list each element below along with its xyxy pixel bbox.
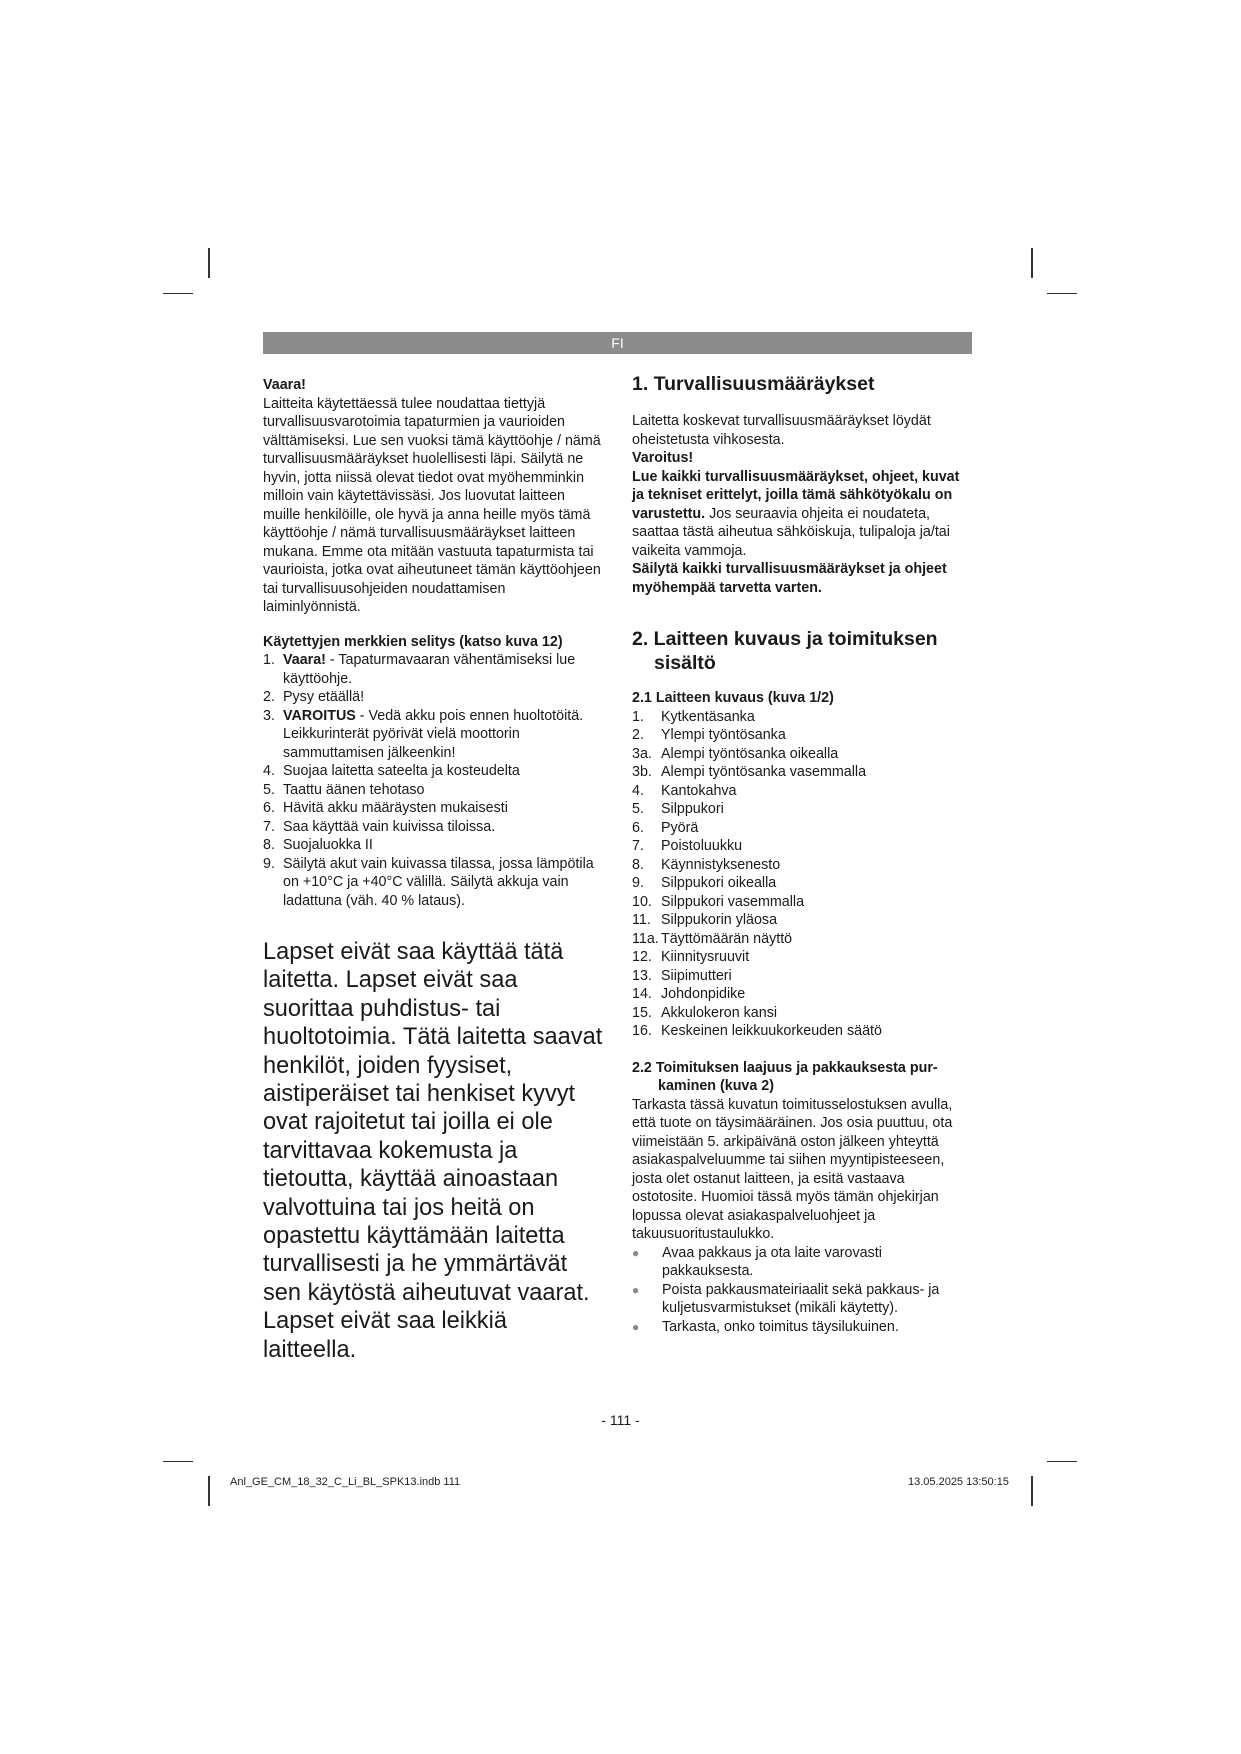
- page-number: - 111 -: [601, 1412, 640, 1428]
- list-item: 12. Kiinnitysruuvit: [632, 949, 750, 965]
- list-item: 1. Vaara! - Tapaturmavaaran vähentämiseksi lue käyttöohje.: [263, 652, 576, 687]
- section-2-2-title: 2.2 Toimituksen laajuus ja pakkauksesta pur- kaminen (kuva 2): [632, 1059, 938, 1094]
- list-item: ● Tarkasta, onko toimitus täysilukuinen.: [632, 1318, 899, 1335]
- crop-mark: [208, 248, 210, 278]
- file-slug: Anl_GE_CM_18_32_C_Li_BL_SPK13.indb 111: [230, 1476, 461, 1488]
- crop-mark: [1047, 1461, 1077, 1462]
- list-item: 9. Silppukori oikealla: [632, 875, 777, 891]
- list-item: 3b. Alempi työntösanka vasemmalla: [632, 764, 867, 780]
- right-column: [632, 370, 972, 1336]
- crop-mark: [163, 293, 193, 294]
- intro-title: Vaara!: [263, 377, 306, 393]
- list-item: 14. Johdonpidike: [632, 986, 746, 1002]
- list-item: 4. Kantokahva: [632, 782, 737, 799]
- list-item: ● Poista pakkausmateiriaalit sekä pakkaus- ja kuljetusvarmistukset (mikäli käytetty).: [632, 1281, 940, 1316]
- list-item: 8. Suojaluokka II: [263, 837, 373, 853]
- intro-body: Laitteita käytettäessä tulee noudattaa tiettyjä turvallisuusvarotoimia tapaturmien ja vaurioiden välttämiseksi. Lue sen vuoksi tämä käyttöohje / nämä turvallisuusmääräykset huolellisesti läpi. Säilytä ne hyvin, jotta niissä olevat tiedot ovat myöhemminkin milloin vain käytettävissäsi. Jos luovutat laitteen muille henkilöille, ole hyvä ja anna heille myös tämä käyttöohje / nämä turvallisuusmääräykset laitteen mukana. Emme ota mitään vastuuta tapaturmista tai vaurioista, jotka ovat aiheutuneet tämän käyttöohjeen tai turvallisuusohjeiden noudattamisen laiminlyönnistä.: [263, 395, 601, 615]
- children-warning: Lapset eivät saa käyttää tätä laitetta. Lapset eivät saa suorittaa puhdistus- tai huoltotoimia. Tätä laitetta saavat henkilöt, joiden fyysiset, aistiperäiset tai henkiset kyvyt ovat rajoitetut tai joilla ei ole tarvittavaa kokemusta ja tietoutta, käyttää ainoastaan valvottuina tai jos heitä on opastettu käyttämään laitetta turvallisesti ja he ymmärtävät sen käytöstä aiheutuvat vaarat. Lapset eivät saa leikkiä laitteella.: [263, 939, 603, 1363]
- list-item: 3a. Alempi työntösanka oikealla: [632, 745, 839, 762]
- bullet-icon: ●: [632, 1282, 640, 1297]
- keep-instructions: Säilytä kaikki turvallisuusmääräykset ja ohjeet myöhempää tarvetta varten.: [632, 561, 947, 596]
- list-item: 3. VAROITUS - Vedä akku pois ennen huoltotöitä. Leikkurinterät pyörivät vielä moottorin sammuttamisen jälkeenkin!: [263, 707, 584, 761]
- date-slug: 13.05.2025 13:50:15: [908, 1476, 1009, 1488]
- section-2-title: 2. Laitteen kuvaus ja toimituksen sisältö: [632, 628, 938, 674]
- bullet-icon: ●: [632, 1319, 640, 1334]
- list-item: 6. Pyörä: [632, 819, 699, 836]
- section-2-1-title: 2.1 Laitteen kuvaus (kuva 1/2): [632, 690, 834, 706]
- list-item: 9. Säilytä akut vain kuivassa tilassa, jossa lämpötila on +10°C ja +40°C välillä. Säilytä akkuja vain ladattuna (väh. 40 % lataus).: [263, 855, 594, 909]
- section-1-title: 1. Turvallisuusmääräykset: [632, 373, 875, 395]
- symbols-list: [263, 651, 603, 910]
- list-item: 8. Käynnistyksenesto: [632, 856, 781, 873]
- crop-mark: [1031, 248, 1033, 278]
- list-item: 6. Hävitä akku määräysten mukaisesti: [263, 800, 508, 816]
- list-item: 11a. Täyttömäärän näyttö: [632, 930, 793, 947]
- language-code: FI: [611, 335, 624, 351]
- warning-text: Lue kaikki turvallisuusmääräykset, ohjeet, kuvat ja tekniset erittelyt, joilla tämä sähkötyökalu on varustettu. Jos seuraavia ohjeita ei noudateta, saattaa tästä aiheutua sähköiskuja, tulipaloja ja/tai vaikeita vammoja.: [632, 468, 960, 559]
- list-item: ● Avaa pakkaus ja ota laite varovasti pakkauksesta.: [632, 1244, 882, 1279]
- symbols-title: Käytettyjen merkkien selitys (katso kuva 12): [263, 633, 563, 650]
- list-item: 2. Ylempi työntösanka: [632, 727, 786, 743]
- language-header-bar: [263, 332, 972, 354]
- list-item: 2. Pysy etäällä!: [263, 689, 365, 705]
- section-2-2-body: Tarkasta tässä kuvatun toimitusselostuksen avulla, että tuote on täysimääräinen. Jos osia puuttuu, ota viimeistään 5. arkipäivänä oston jälkeen yhteyttä asiakaspalveluumme tai siihen myyntipisteeseen, josta olet ostanut laitteen, ja esitä vastaava ostotosite. Huomioi tässä myös tämän ohjekirjan lopussa olevat asiakaspalveluohjeet ja takuusuoritustaulukko.: [632, 1096, 953, 1242]
- crop-mark: [208, 1476, 210, 1506]
- warning-label: Varoitus!: [632, 450, 694, 466]
- list-item: 7. Poistoluukku: [632, 838, 743, 854]
- list-item: 13. Siipimutteri: [632, 967, 732, 984]
- crop-mark: [163, 1461, 193, 1462]
- bullet-icon: ●: [632, 1245, 640, 1260]
- list-item: 1. Kytkentäsanka: [632, 708, 755, 725]
- parts-list: [632, 708, 972, 1041]
- list-item: 11. Silppukorin yläosa: [632, 912, 778, 928]
- unpacking-steps: [632, 1244, 972, 1337]
- list-item: 5. Silppukori: [632, 801, 724, 817]
- section-1-intro: Laitetta koskevat turvallisuusmääräykset löydät oheistetusta vihkosesta.: [632, 413, 931, 448]
- list-item: 7. Saa käyttää vain kuivissa tiloissa.: [263, 818, 496, 835]
- list-item: 4. Suojaa laitetta sateelta ja kosteudelta: [263, 763, 520, 779]
- list-item: 5. Taattu äänen tehotaso: [263, 781, 425, 798]
- crop-mark: [1047, 293, 1077, 294]
- list-item: 10. Silppukori vasemmalla: [632, 893, 805, 910]
- crop-mark: [1031, 1476, 1033, 1506]
- list-item: 16. Keskeinen leikkuukorkeuden säätö: [632, 1023, 882, 1039]
- list-item: 15. Akkulokeron kansi: [632, 1004, 778, 1021]
- left-column: [263, 370, 603, 1364]
